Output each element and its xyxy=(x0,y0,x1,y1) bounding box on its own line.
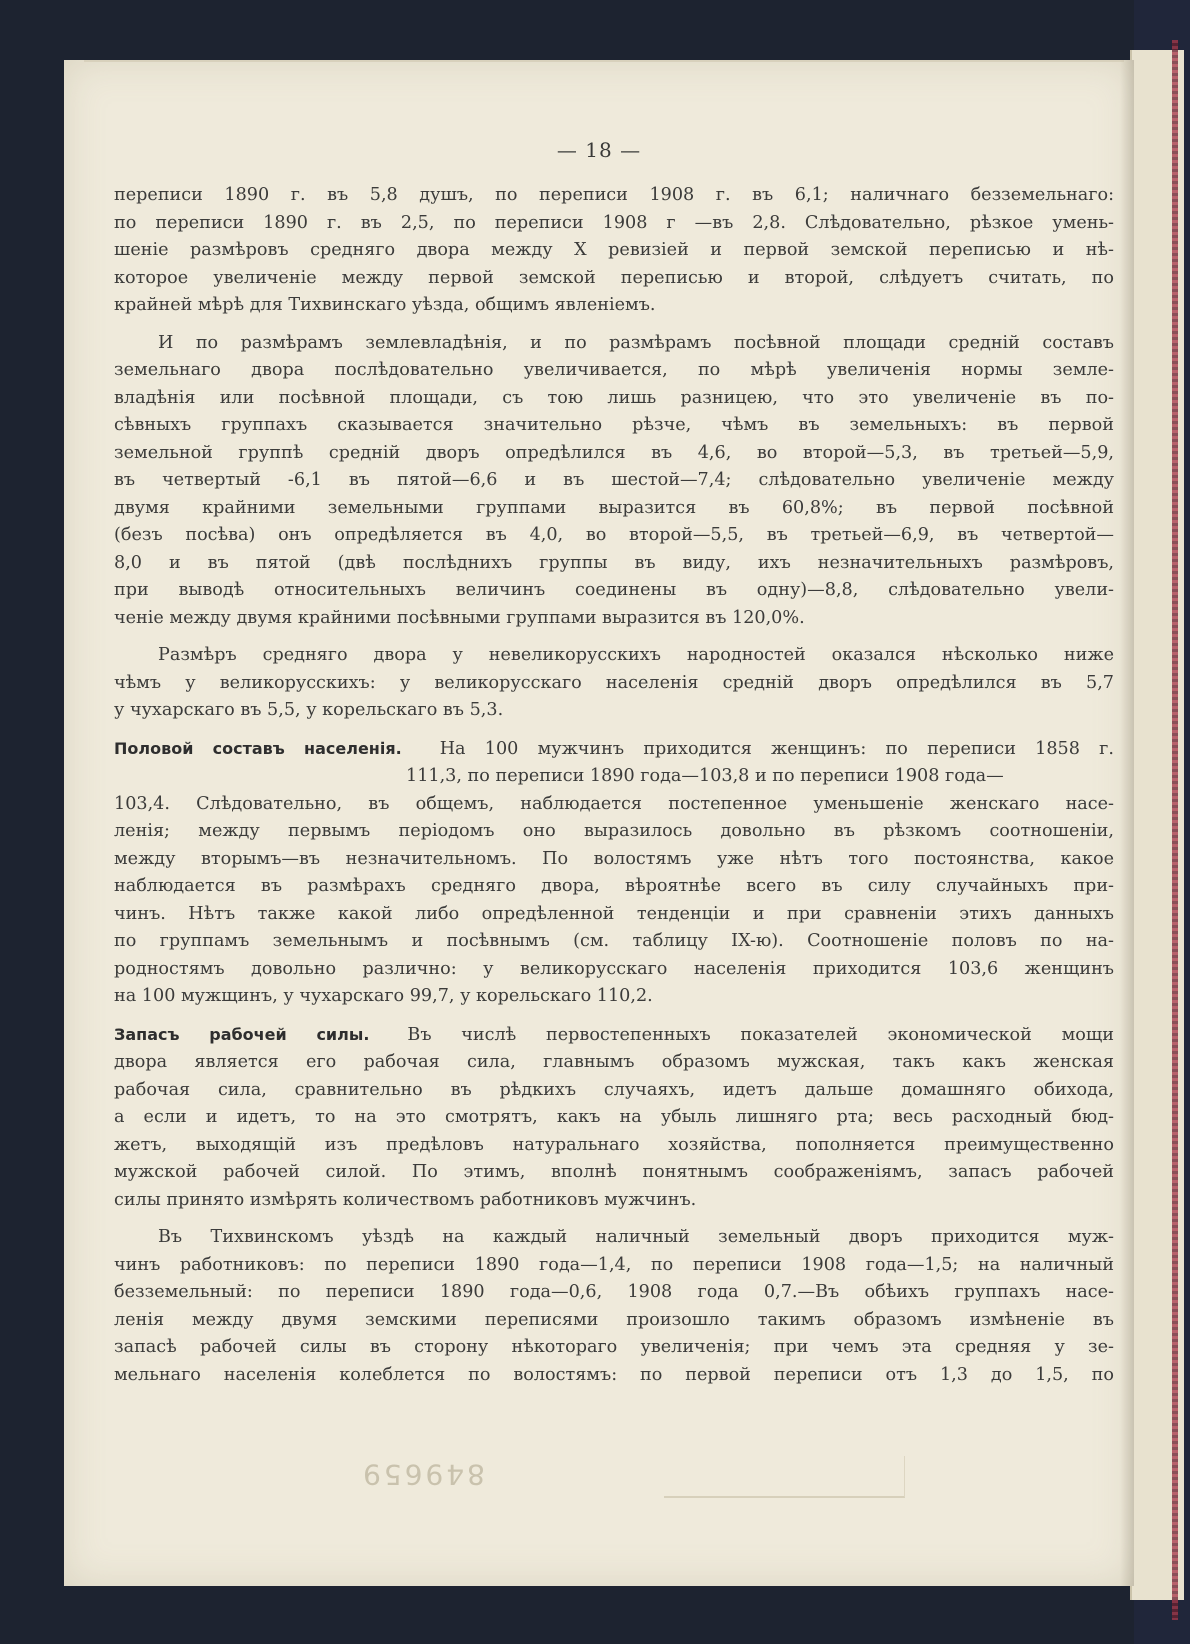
paragraph-6 xyxy=(114,1224,1114,1389)
section-title: Половой составъ населенія. xyxy=(114,738,402,758)
section-first-line xyxy=(114,735,1114,764)
text-line: у чухарскаго въ 5,5, у корельскаго въ 5,3. xyxy=(114,700,504,720)
text-line: рабочая сила, сравнительно въ рѣдкихъ случаяхъ, идетъ дальше домашняго обихода, xyxy=(114,1079,1114,1100)
text-line: чинъ. Нѣтъ также какой либо опредѣленной тенденціи и при сравненіи этихъ данныхъ xyxy=(114,903,1114,924)
text-line: безземельный: по переписи 1890 года—0,6, 1908 года 0,7.—Въ обѣихъ группахъ насе- xyxy=(114,1282,1114,1302)
library-stamp-number: 849659 xyxy=(360,1458,485,1491)
page-number: — 18 — xyxy=(556,138,642,162)
text-line: а если и идетъ, то на это смотрятъ, какъ на убыль лишняго рта; весь расходный бюд- xyxy=(114,1107,1114,1127)
text-line: И по размѣрамъ землевладѣнія, и по размѣрамъ посѣвной площади средній составъ xyxy=(158,332,1114,353)
text-line: земельнаго двора послѣдовательно увеличивается, по мѣрѣ увеличенія нормы земле- xyxy=(114,360,1114,380)
text-line: силы принято измѣрять количествомъ работниковъ мужчинъ. xyxy=(114,1189,697,1210)
text-line: по переписи 1890 г. въ 2,5, по переписи 1908 г —въ 2,8. Слѣдовательно, рѣзкое умень- xyxy=(114,212,1114,233)
text-line: 103,4. Слѣдовательно, въ общемъ, наблюдается постепенное уменьшеніе женскаго насе- xyxy=(114,793,1114,814)
text-line: крайней мѣрѣ для Тихвинскаго уѣзда, общимъ явленіемъ. xyxy=(114,295,656,315)
text-line: Въ Тихвинскомъ уѣздѣ на каждый наличный земельный дворъ приходится муж- xyxy=(158,1227,1114,1247)
text-line: ленія между двумя земскими переписями произошло такимъ образомъ измѣненіе въ xyxy=(114,1309,1114,1330)
text-line: Въ числѣ первостепенныхъ показателей экономической мощи xyxy=(407,1024,1114,1045)
text-line: На 100 мужчинъ приходится женщинъ: по переписи 1858 г. xyxy=(439,738,1114,759)
text-line: Размѣръ средняго двора у невеликорусскихъ народностей оказался нѣсколько ниже xyxy=(158,645,1114,665)
body-text xyxy=(114,182,1114,1389)
text-line: запасѣ рабочей силы въ сторону нѣкотораго увеличенія; при чемъ эта средняя у зе- xyxy=(114,1337,1114,1357)
text-line: родностямъ довольно различно: у великорусскаго населенія приходится 103,6 женщинъ xyxy=(114,958,1114,979)
text-line: на 100 мужщинъ, у чухарскаго 99,7, у корельскаго 110,2. xyxy=(114,986,653,1006)
text-line: при выводѣ относительныхъ величинъ соединены въ одну)—8,8, слѣдовательно увели- xyxy=(114,580,1114,600)
text-line: мужской рабочей силой. По этимъ, вполнѣ понятнымъ соображеніямъ, запасъ рабочей xyxy=(114,1162,1114,1182)
text-line: наблюдается въ размѣрахъ средняго двора, вѣроятнѣе всего въ силу случайныхъ при- xyxy=(114,876,1114,896)
text-line: ленія; между первымъ періодомъ оно выразилось довольно въ рѣзкомъ соотношеніи, xyxy=(114,821,1114,841)
text-line: переписи 1890 г. въ 5,8 душъ, по переписи 1908 г. въ 6,1; наличнаго безземельнаго: xyxy=(114,185,1114,205)
section-labor-force xyxy=(114,1021,1114,1215)
document-page xyxy=(64,60,1134,1586)
text-line: чинъ работниковъ: по переписи 1890 года—1,4, по переписи 1908 года—1,5; на наличный xyxy=(114,1254,1114,1275)
text-line: жетъ, выходящій изъ предѣловъ натуральнаго хозяйства, пополняется преимущественно xyxy=(114,1134,1114,1155)
paragraph-3 xyxy=(114,642,1114,725)
text-line: земельной группѣ средній дворъ опредѣлился въ 4,6, во второй—5,3, въ третьей—5,9, xyxy=(114,442,1114,463)
text-line: двора является его рабочая сила, главнымъ образомъ мужская, такъ какъ женская xyxy=(114,1052,1114,1072)
section-sex-composition xyxy=(114,735,1114,1011)
text-line: владѣнія или посѣвной площади, съ тою лишь разницею, что это увеличеніе въ по- xyxy=(114,387,1114,408)
paragraph-2 xyxy=(114,330,1114,633)
text-line: которое увеличеніе между первой земской переписью и второй, слѣдуетъ считать, по xyxy=(114,267,1114,288)
stamp-mark xyxy=(664,1456,905,1498)
section-title: Запасъ рабочей силы. xyxy=(114,1024,370,1044)
text-line: между вторымъ—въ незначительномъ. По волостямъ уже нѣтъ того постоянства, какое xyxy=(114,848,1114,869)
binding-strip xyxy=(1172,40,1178,1620)
text-line: двумя крайними земельными группами выразится въ 60,8%; въ первой посѣвной xyxy=(114,497,1114,518)
paragraph-1 xyxy=(114,182,1114,320)
section-first-line xyxy=(114,1021,1114,1050)
text-line: ченіе между двумя крайними посѣвными группами выразится въ 120,0%. xyxy=(114,607,805,628)
text-line: 111,3, по переписи 1890 года—103,8 и по переписи 1908 года— xyxy=(406,766,1004,786)
page-top-edge xyxy=(84,60,1124,62)
text-line: въ четвертый -6,1 въ пятой—6,6 и въ шестой—7,4; слѣдовательно увеличеніе между xyxy=(114,470,1114,490)
text-line: по группамъ земельнымъ и посѣвнымъ (см. таблицу IX-ю). Соотношеніе половъ по на- xyxy=(114,931,1114,951)
text-line: (безъ посѣва) онъ опредѣляется въ 4,0, во второй—5,5, въ третьей—6,9, въ четвертой— xyxy=(114,525,1114,545)
text-line: сѣвныхъ группахъ сказывается значительно рѣзче, чѣмъ въ земельныхъ: въ первой xyxy=(114,415,1114,435)
page-fold-shadow xyxy=(1120,60,1134,1586)
text-line: шеніе размѣровъ средняго двора между X ревизіей и первой земской переписью и нѣ- xyxy=(114,240,1114,260)
text-line: 8,0 и въ пятой (двѣ послѣднихъ группы въ виду, ихъ незначительныхъ размѣровъ, xyxy=(114,552,1114,573)
text-line: чѣмъ у великорусскихъ: у великорусскаго населенія средній дворъ опредѣлился въ 5,7 xyxy=(114,672,1114,693)
text-line: мельнаго населенія колеблется по волостямъ: по первой переписи отъ 1,3 до 1,5, по xyxy=(114,1364,1114,1385)
